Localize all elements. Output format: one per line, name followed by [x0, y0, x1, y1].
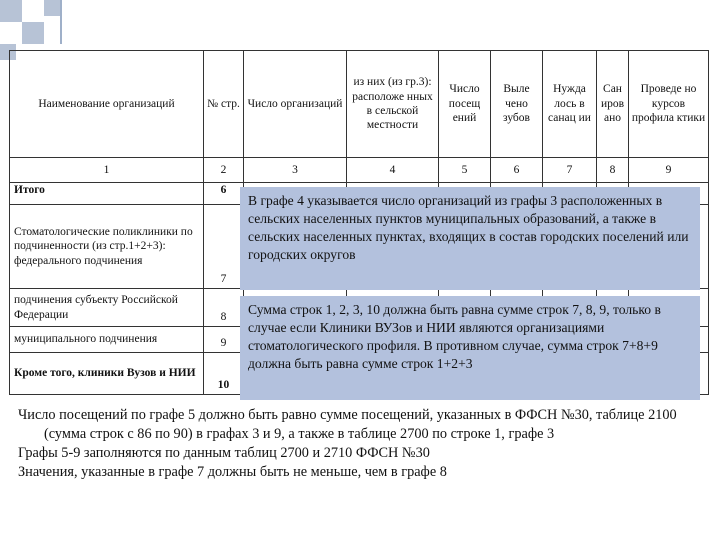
note-line: Графы 5-9 заполняются по данным таблиц 2700 и 2710 ФФСН №30 [18, 445, 430, 461]
colnum: 6 [491, 158, 543, 183]
colnum: 1 [10, 158, 204, 183]
footnotes [18, 406, 713, 482]
note-callout-rows-sum: Сумма строк 1, 2, 3, 10 должна быть равна сумме строк 7, 8, 9, только в случае если Клиники ВУЗов и НИИ являются организациями стоматологического профиля. В противном случае, сумма строк 7+8+9 должна быть равна сумме строк 1+2+3 [240, 296, 700, 400]
header-col5: Число посещ ений [439, 51, 491, 158]
header-col3: Число организаций [244, 51, 347, 158]
header-col4: из них (из гр.3): расположе нных в сельской местности [347, 51, 439, 158]
column-number-row [10, 158, 709, 183]
row-number: 9 [204, 327, 244, 353]
row-number: 6 [204, 183, 244, 205]
header-rownum: № стр. [204, 51, 244, 158]
row-name: Стоматологические поликлиники по подчиненности (из стр.1+2+3): федерального подчинения [10, 205, 204, 289]
colnum: 3 [244, 158, 347, 183]
note-line: Число посещений по графе 5 должно быть равно сумме посещений, указанных в ФФСН №30, таблице 2100 (сумма строк с 86 по 90) в графах 3 и 9, а также в таблице 2700 по строке 1, графе 3 [18, 407, 677, 442]
colnum: 9 [629, 158, 709, 183]
row-number: 8 [204, 289, 244, 327]
header-col7: Нужда лось в санац ии [543, 51, 597, 158]
header-row [10, 51, 709, 158]
note-callout-col4: В графе 4 указывается число организаций из графы 3 расположенных в сельских населенных пунктов муниципальных образований, а также в сельских населенных пунктах, входящих в состав городских поселений или городских округов [240, 187, 700, 290]
header-name: Наименование организаций [10, 51, 204, 158]
row-name: муниципального подчинения [10, 327, 204, 353]
header-col9: Проведе но курсов профила ктики [629, 51, 709, 158]
header-col8: Сан иров ано [597, 51, 629, 158]
row-number: 7 [204, 205, 244, 289]
row-name: Кроме того, клиники Вузов и НИИ [10, 353, 204, 395]
header-col6: Выле чено зубов [491, 51, 543, 158]
colnum: 8 [597, 158, 629, 183]
colnum: 5 [439, 158, 491, 183]
colnum: 4 [347, 158, 439, 183]
colnum: 2 [204, 158, 244, 183]
row-name: подчинения субъекту Российской Федерации [10, 289, 204, 327]
row-name: Итого [10, 183, 204, 205]
note-line: Значения, указанные в графе 7 должны быть не меньше, чем в графе 8 [18, 464, 447, 480]
row-number: 10 [204, 353, 244, 395]
colnum: 7 [543, 158, 597, 183]
